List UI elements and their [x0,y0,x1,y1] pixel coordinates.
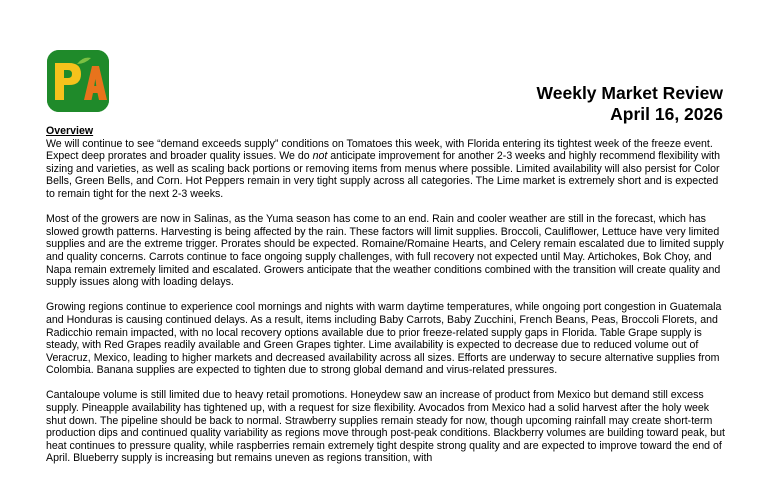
paragraph-text: We will continue to see “demand exceeds supply” conditions on Tomatoes this week, with Florida entering its tightest week of the freeze event. Expect deep prorates and broader quality issues. We do [46,137,713,163]
emphasis-text: not [312,150,328,163]
overview-paragraph-salinas: Most of the growers are now in Salinas, as the Yuma season has come to an end. Rain and cooler weather are still in the forecast, which has slowed growth patterns. Harvesting is being affected by the rain. These factors will limit supplies. Broccoli, Cauliflower, Lettuce have very limited supplies and are the extreme trigger. Prorates should be expected. Romaine/Romaine Hearts, and Celery remain escalated due to limited supply and quality concerns. Carrots continue to face ongoing supply challenges, with full recovery not expected until May. Artichokes, Bok Choy, and Napa remain extremely limited and escalated. Growers anticipate that the weather conditions combined with the transition will create quality and supply issues along with loading delays. [46,213,724,289]
overview-paragraph-tomatoes [46,138,726,201]
company-logo [47,50,109,112]
paragraph-text: anticipate improvement for another 2-3 weeks and highly recommend flexibility with sizing and varieties, as well as scaling back portions or removing items from menus where possible. Limited availability will also persist for Color Bells, Green Bells, and Corn. Hot Peppers remain in very tight supply across all categories. The Lime market is extremely short and is expected to remain tight for the next 2-3 weeks. [46,150,721,200]
report-header [537,83,723,125]
report-body [46,125,726,478]
report-date: April 16, 2026 [610,104,723,124]
logo-mark [47,50,109,112]
report-title: Weekly Market Review [536,83,723,103]
overview-paragraph-fruit: Cantaloupe volume is still limited due to heavy retail promotions. Honeydew saw an increase of product from Mexico but demand still excess supply. Pineapple availability has tightened up, with a request for size flexibility. Avocados from Mexico had a solid harvest after the holy week shut down. The pipeline should be back to normal. Strawberry supplies remain steady for now, though upcoming rainfall may create short-term production dips and continued quality variability as regions move through post-peak conditions. Blackberry volumes are building toward peak, but heat continues to pressure quality, while raspberries remain extremely tight despite strong quality and are expected to improve toward the end of April. Blueberry supply is increasing but remains uneven as regions transition, with [46,389,725,465]
overview-heading: Overview [46,125,94,137]
overview-paragraph-imports: Growing regions continue to experience cool mornings and nights with warm daytime temperatures, while ongoing port congestion in Guatemala and Honduras is causing continued delays. As a result, items including Baby Carrots, Baby Zucchini, French Beans, Peas, Broccoli Florets, and Radicchio remain impacted, with no local recovery options available due to prior freeze-related supply gaps in Florida. Table Grape supply is steady, with Red Grapes readily available and Green Grapes tighter. Lime availability is expected to decrease due to reduced volume out of Veracruz, Mexico, leading to higher markets and decreased availability across all sizes. Efforts are underway to secure alternative supplies from Colombia. Banana supplies are expected to tighten due to strong global demand and virus-related pressures. [46,301,722,377]
